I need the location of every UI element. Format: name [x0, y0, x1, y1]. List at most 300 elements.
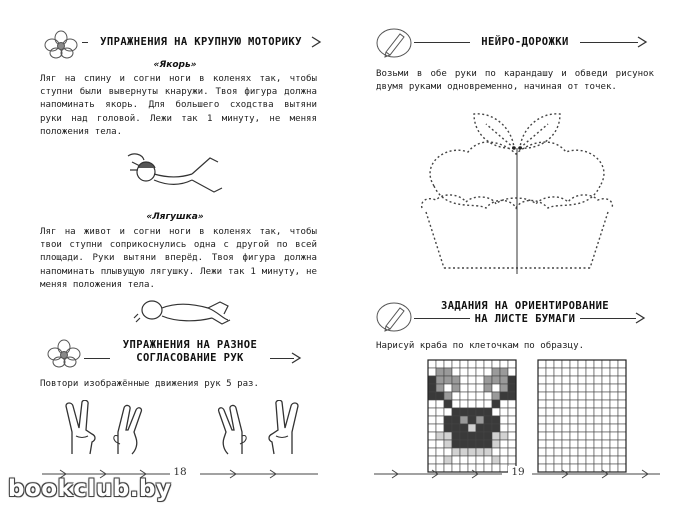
- grid-cell: [452, 432, 460, 440]
- grid-cell: [594, 376, 602, 384]
- grid-cell: [554, 424, 562, 432]
- grid-cell: [570, 400, 578, 408]
- grid-cell: [452, 376, 460, 384]
- grid-cell: [484, 448, 492, 456]
- grid-cell: [468, 448, 476, 456]
- grid-cell: [618, 400, 626, 408]
- grid-cell: [444, 456, 452, 464]
- grid-cell: [586, 376, 594, 384]
- flower-icon: [44, 338, 84, 368]
- grid-cell: [484, 368, 492, 376]
- grid-cell: [546, 448, 554, 456]
- grid-cell: [562, 376, 570, 384]
- section-title-hand-coordination-1: УПРАЖНЕНИЯ НА РАЗНОЕ: [122, 339, 258, 351]
- grid-cell: [610, 416, 618, 424]
- grid-cell: [508, 440, 516, 448]
- grid-cell: [610, 424, 618, 432]
- page-number: 18: [170, 466, 190, 478]
- grid-cell: [492, 368, 500, 376]
- grid-cell: [484, 400, 492, 408]
- grid-cell: [452, 368, 460, 376]
- grid-cell: [562, 360, 570, 368]
- grid-cell: [578, 400, 586, 408]
- grid-cell: [538, 376, 546, 384]
- grid-cell: [468, 424, 476, 432]
- section-title-gross-motor: УПРАЖНЕНИЯ НА КРУПНУЮ МОТОРИКУ: [88, 36, 314, 49]
- grid-cell: [428, 368, 436, 376]
- grid-cell: [444, 448, 452, 456]
- grid-cell: [546, 440, 554, 448]
- grid-cell: [452, 384, 460, 392]
- grid-cell: [594, 440, 602, 448]
- grid-cell: [444, 432, 452, 440]
- grid-cell: [602, 448, 610, 456]
- flower-icon: [40, 28, 82, 60]
- grid-cell: [452, 360, 460, 368]
- grid-cell: [554, 448, 562, 456]
- grid-cell: [428, 376, 436, 384]
- grid-cell: [508, 400, 516, 408]
- grid-cell: [570, 368, 578, 376]
- grid-cell: [538, 424, 546, 432]
- grid-cell: [436, 424, 444, 432]
- watermark: bookclub.by: [8, 476, 172, 502]
- grid-cell: [578, 424, 586, 432]
- grid-cell: [594, 416, 602, 424]
- grid-cell: [570, 384, 578, 392]
- grid-cell: [554, 416, 562, 424]
- grid-cell: [538, 384, 546, 392]
- grid-cell: [578, 368, 586, 376]
- grid-cell: [562, 384, 570, 392]
- arrow-icon: [310, 36, 322, 48]
- grid-cell: [500, 400, 508, 408]
- grid-cell: [594, 448, 602, 456]
- grid-cell: [444, 376, 452, 384]
- grid-cell: [562, 448, 570, 456]
- grid-cell: [492, 432, 500, 440]
- grid-cell: [578, 448, 586, 456]
- grid-cell: [468, 440, 476, 448]
- grid-cell: [428, 408, 436, 416]
- grid-cell: [594, 408, 602, 416]
- grid-cell: [484, 392, 492, 400]
- grid-cell: [578, 440, 586, 448]
- grid-cell: [586, 432, 594, 440]
- right-page: [350, 0, 700, 514]
- grid-cell: [618, 456, 626, 464]
- grid-cell: [428, 440, 436, 448]
- exercise-title-anchor: «Якорь»: [153, 60, 197, 70]
- grid-cell: [602, 416, 610, 424]
- grid-cell: [538, 368, 546, 376]
- grid-cell: [468, 456, 476, 464]
- grid-cell: [436, 448, 444, 456]
- grid-cell: [586, 408, 594, 416]
- grid-cell: [610, 440, 618, 448]
- grid-cell: [436, 456, 444, 464]
- grid-cell: [618, 376, 626, 384]
- grid-cell: [436, 376, 444, 384]
- grid-cell: [562, 432, 570, 440]
- grid-cell: [500, 424, 508, 432]
- grid-cell: [460, 360, 468, 368]
- grid-cell: [508, 392, 516, 400]
- grid-cell: [602, 392, 610, 400]
- grid-cell: [578, 408, 586, 416]
- section-title-orientation-1: ЗАДАНИЯ НА ОРИЕНТИРОВАНИЕ: [440, 300, 610, 312]
- grid-cell: [538, 360, 546, 368]
- grid-cell: [562, 424, 570, 432]
- grid-cell: [452, 456, 460, 464]
- grid-cell: [586, 384, 594, 392]
- grid-cell: [492, 416, 500, 424]
- grid-cell: [610, 384, 618, 392]
- grid-cell: [586, 416, 594, 424]
- exercise-title-frog: «Лягушка»: [146, 212, 204, 222]
- grid-cell: [428, 392, 436, 400]
- grid-cell: [428, 432, 436, 440]
- grid-cell: [618, 392, 626, 400]
- grid-cell: [562, 440, 570, 448]
- grid-cell: [602, 360, 610, 368]
- grid-cell: [546, 400, 554, 408]
- grid-cell: [570, 456, 578, 464]
- grid-cell: [578, 432, 586, 440]
- grid-cell: [508, 432, 516, 440]
- pencil-icon: [374, 300, 414, 334]
- grid-cell: [586, 424, 594, 432]
- grid-cell: [586, 400, 594, 408]
- grid-cell: [476, 416, 484, 424]
- grid-cell: [562, 368, 570, 376]
- grid-cell: [594, 392, 602, 400]
- hand-gesture-icon: [258, 400, 302, 456]
- grid-cell: [460, 384, 468, 392]
- grid-cell: [444, 360, 452, 368]
- section-title-orientation-2: НА ЛИСТЕ БУМАГИ: [470, 313, 580, 326]
- grid-cell: [508, 416, 516, 424]
- grid-cell: [586, 448, 594, 456]
- grid-cell: [554, 456, 562, 464]
- grid-cell: [428, 416, 436, 424]
- grid-cell: [578, 416, 586, 424]
- cupcake-tracing-drawing: [416, 104, 616, 284]
- grid-cell: [602, 368, 610, 376]
- grid-cell: [460, 400, 468, 408]
- grid-cell: [476, 392, 484, 400]
- grid-cell: [554, 440, 562, 448]
- grid-cell: [476, 432, 484, 440]
- grid-cell: [436, 384, 444, 392]
- grid-cell: [562, 400, 570, 408]
- exercise-text-anchor: Ляг на спину и согни ноги в коленях так, чтобы ступни были вывернуты кнаружи. Твоя фигура должна напоминать якорь. Для большего сходства вытяни руки над головой. Лежи так 1 минуту, не меняя положения тела.: [40, 74, 317, 137]
- grid-cell: [538, 448, 546, 456]
- grid-cell: [468, 416, 476, 424]
- grid-cell: [578, 360, 586, 368]
- grid-cell: [484, 408, 492, 416]
- grid-cell: [546, 368, 554, 376]
- grid-cell: [436, 392, 444, 400]
- grid-cell: [452, 440, 460, 448]
- grid-cell: [468, 432, 476, 440]
- grid-cell: [570, 392, 578, 400]
- grid-cell: [492, 400, 500, 408]
- grid-cell: [554, 384, 562, 392]
- grid-cell: [546, 432, 554, 440]
- grid-cell: [570, 424, 578, 432]
- grid-cell: [492, 384, 500, 392]
- grid-cell: [602, 440, 610, 448]
- grid-cell: [508, 424, 516, 432]
- exercise-text-hands: Повтори изображённые движения рук 5 раз.: [40, 379, 259, 389]
- grid-cell: [594, 432, 602, 440]
- grid-cell: [452, 424, 460, 432]
- grid-cell: [570, 432, 578, 440]
- grid-cell: [500, 392, 508, 400]
- grid-cell: [500, 384, 508, 392]
- grid-cell: [460, 408, 468, 416]
- grid-cell: [602, 424, 610, 432]
- grid-cell: [538, 432, 546, 440]
- grid-cell: [500, 368, 508, 376]
- grid-cell: [492, 448, 500, 456]
- grid-cell: [436, 368, 444, 376]
- grid-cell: [602, 456, 610, 464]
- grid-cell: [594, 368, 602, 376]
- grid-cell: [484, 360, 492, 368]
- grid-cell: [610, 408, 618, 416]
- empty-drawing-grid: [536, 358, 628, 476]
- grid-cell: [586, 360, 594, 368]
- grid-cell: [538, 456, 546, 464]
- grid-cell: [578, 376, 586, 384]
- grid-cell: [554, 368, 562, 376]
- grid-cell: [586, 456, 594, 464]
- grid-cell: [460, 432, 468, 440]
- arrow-icon: [290, 352, 302, 364]
- grid-cell: [452, 416, 460, 424]
- arrow-icon: [634, 312, 646, 324]
- grid-cell: [484, 440, 492, 448]
- grid-cell: [428, 384, 436, 392]
- grid-cell: [508, 360, 516, 368]
- grid-cell: [618, 424, 626, 432]
- section-title-hand-coordination-2: СОГЛАСОВАНИЕ РУК: [110, 352, 270, 365]
- hand-gesture-icon: [206, 404, 250, 456]
- grid-cell: [538, 408, 546, 416]
- grid-cell: [594, 456, 602, 464]
- grid-cell: [492, 440, 500, 448]
- grid-cell: [554, 360, 562, 368]
- grid-cell: [436, 408, 444, 416]
- hand-gesture-icon: [110, 404, 154, 456]
- grid-cell: [618, 448, 626, 456]
- grid-cell: [500, 360, 508, 368]
- grid-cell: [570, 448, 578, 456]
- grid-cell: [476, 368, 484, 376]
- grid-cell: [484, 456, 492, 464]
- grid-cell: [484, 424, 492, 432]
- grid-cell: [452, 400, 460, 408]
- section-title-neuro-paths: НЕЙРО-ДОРОЖКИ: [470, 36, 580, 49]
- grid-cell: [546, 376, 554, 384]
- grid-cell: [602, 384, 610, 392]
- grid-cell: [444, 368, 452, 376]
- grid-cell: [484, 376, 492, 384]
- grid-cell: [444, 416, 452, 424]
- grid-cell: [610, 368, 618, 376]
- grid-cell: [610, 360, 618, 368]
- grid-cell: [586, 392, 594, 400]
- grid-cell: [476, 456, 484, 464]
- grid-cell: [500, 440, 508, 448]
- grid-cell: [436, 432, 444, 440]
- grid-cell: [492, 424, 500, 432]
- grid-cell: [452, 392, 460, 400]
- grid-cell: [444, 424, 452, 432]
- grid-cell: [538, 416, 546, 424]
- grid-cell: [492, 408, 500, 416]
- grid-cell: [562, 408, 570, 416]
- grid-cell: [618, 416, 626, 424]
- grid-cell: [570, 408, 578, 416]
- pencil-icon: [374, 26, 414, 60]
- exercise-text-crab: Нарисуй краба по клеточкам по образцу.: [376, 341, 585, 351]
- grid-cell: [618, 440, 626, 448]
- grid-cell: [570, 416, 578, 424]
- grid-cell: [476, 448, 484, 456]
- grid-cell: [476, 384, 484, 392]
- grid-cell: [444, 440, 452, 448]
- grid-cell: [452, 448, 460, 456]
- grid-cell: [578, 392, 586, 400]
- grid-cell: [508, 368, 516, 376]
- grid-cell: [538, 440, 546, 448]
- grid-cell: [594, 384, 602, 392]
- grid-cell: [476, 376, 484, 384]
- hand-gesture-icon: [62, 400, 106, 456]
- grid-cell: [570, 376, 578, 384]
- grid-cell: [444, 384, 452, 392]
- grid-cell: [546, 408, 554, 416]
- grid-cell: [428, 424, 436, 432]
- grid-cell: [460, 368, 468, 376]
- crab-sample-grid: [426, 358, 518, 476]
- grid-cell: [500, 416, 508, 424]
- grid-cell: [444, 392, 452, 400]
- grid-cell: [618, 368, 626, 376]
- grid-cell: [468, 392, 476, 400]
- exercise-text-neuro: Возьми в обе руки по карандашу и обведи рисунок двумя руками одновременно, начиная от точек.: [376, 69, 654, 93]
- grid-cell: [436, 400, 444, 408]
- grid-cell: [492, 456, 500, 464]
- grid-cell: [618, 384, 626, 392]
- grid-cell: [484, 416, 492, 424]
- grid-cell: [484, 384, 492, 392]
- grid-cell: [444, 408, 452, 416]
- grid-cell: [586, 368, 594, 376]
- grid-cell: [460, 424, 468, 432]
- grid-cell: [586, 440, 594, 448]
- grid-cell: [554, 392, 562, 400]
- grid-cell: [602, 400, 610, 408]
- grid-cell: [500, 376, 508, 384]
- grid-cell: [492, 376, 500, 384]
- grid-cell: [618, 408, 626, 416]
- grid-cell: [594, 400, 602, 408]
- grid-cell: [594, 424, 602, 432]
- page-number: 19: [508, 466, 528, 478]
- grid-cell: [610, 376, 618, 384]
- grid-cell: [562, 456, 570, 464]
- grid-cell: [460, 376, 468, 384]
- grid-cell: [460, 416, 468, 424]
- arrow-icon: [636, 36, 648, 48]
- child-anchor-pose-icon: [118, 148, 228, 206]
- grid-cell: [476, 424, 484, 432]
- grid-cell: [460, 392, 468, 400]
- grid-cell: [436, 360, 444, 368]
- grid-cell: [508, 448, 516, 456]
- grid-cell: [546, 424, 554, 432]
- grid-cell: [546, 360, 554, 368]
- grid-cell: [428, 448, 436, 456]
- grid-cell: [500, 456, 508, 464]
- grid-cell: [476, 360, 484, 368]
- grid-cell: [492, 392, 500, 400]
- grid-cell: [444, 400, 452, 408]
- grid-cell: [476, 408, 484, 416]
- grid-cell: [452, 408, 460, 416]
- grid-cell: [602, 376, 610, 384]
- grid-cell: [508, 408, 516, 416]
- grid-cell: [554, 400, 562, 408]
- grid-cell: [500, 432, 508, 440]
- grid-cell: [554, 376, 562, 384]
- grid-cell: [570, 360, 578, 368]
- grid-cell: [436, 440, 444, 448]
- grid-cell: [468, 376, 476, 384]
- grid-cell: [468, 368, 476, 376]
- grid-cell: [460, 448, 468, 456]
- grid-cell: [538, 400, 546, 408]
- grid-cell: [570, 440, 578, 448]
- grid-cell: [618, 360, 626, 368]
- grid-cell: [538, 392, 546, 400]
- grid-cell: [508, 456, 516, 464]
- grid-cell: [546, 392, 554, 400]
- exercise-text-frog: Ляг на живот и согни ноги в коленях так, чтобы твои ступни соприкоснулись одна с другой по всей площади. Руки вытяни вперёд. Твоя фигура должна напоминать плывущую лягушку. Лежи так 1 минуту, не меняя положения тела.: [40, 227, 317, 290]
- grid-cell: [476, 400, 484, 408]
- grid-cell: [618, 432, 626, 440]
- grid-cell: [546, 456, 554, 464]
- grid-cell: [610, 456, 618, 464]
- grid-cell: [508, 376, 516, 384]
- grid-cell: [594, 360, 602, 368]
- grid-cell: [508, 384, 516, 392]
- grid-cell: [610, 448, 618, 456]
- grid-cell: [468, 384, 476, 392]
- grid-cell: [492, 360, 500, 368]
- grid-cell: [554, 432, 562, 440]
- grid-cell: [610, 400, 618, 408]
- grid-cell: [578, 456, 586, 464]
- grid-cell: [602, 408, 610, 416]
- grid-cell: [428, 360, 436, 368]
- grid-cell: [436, 416, 444, 424]
- grid-cell: [610, 392, 618, 400]
